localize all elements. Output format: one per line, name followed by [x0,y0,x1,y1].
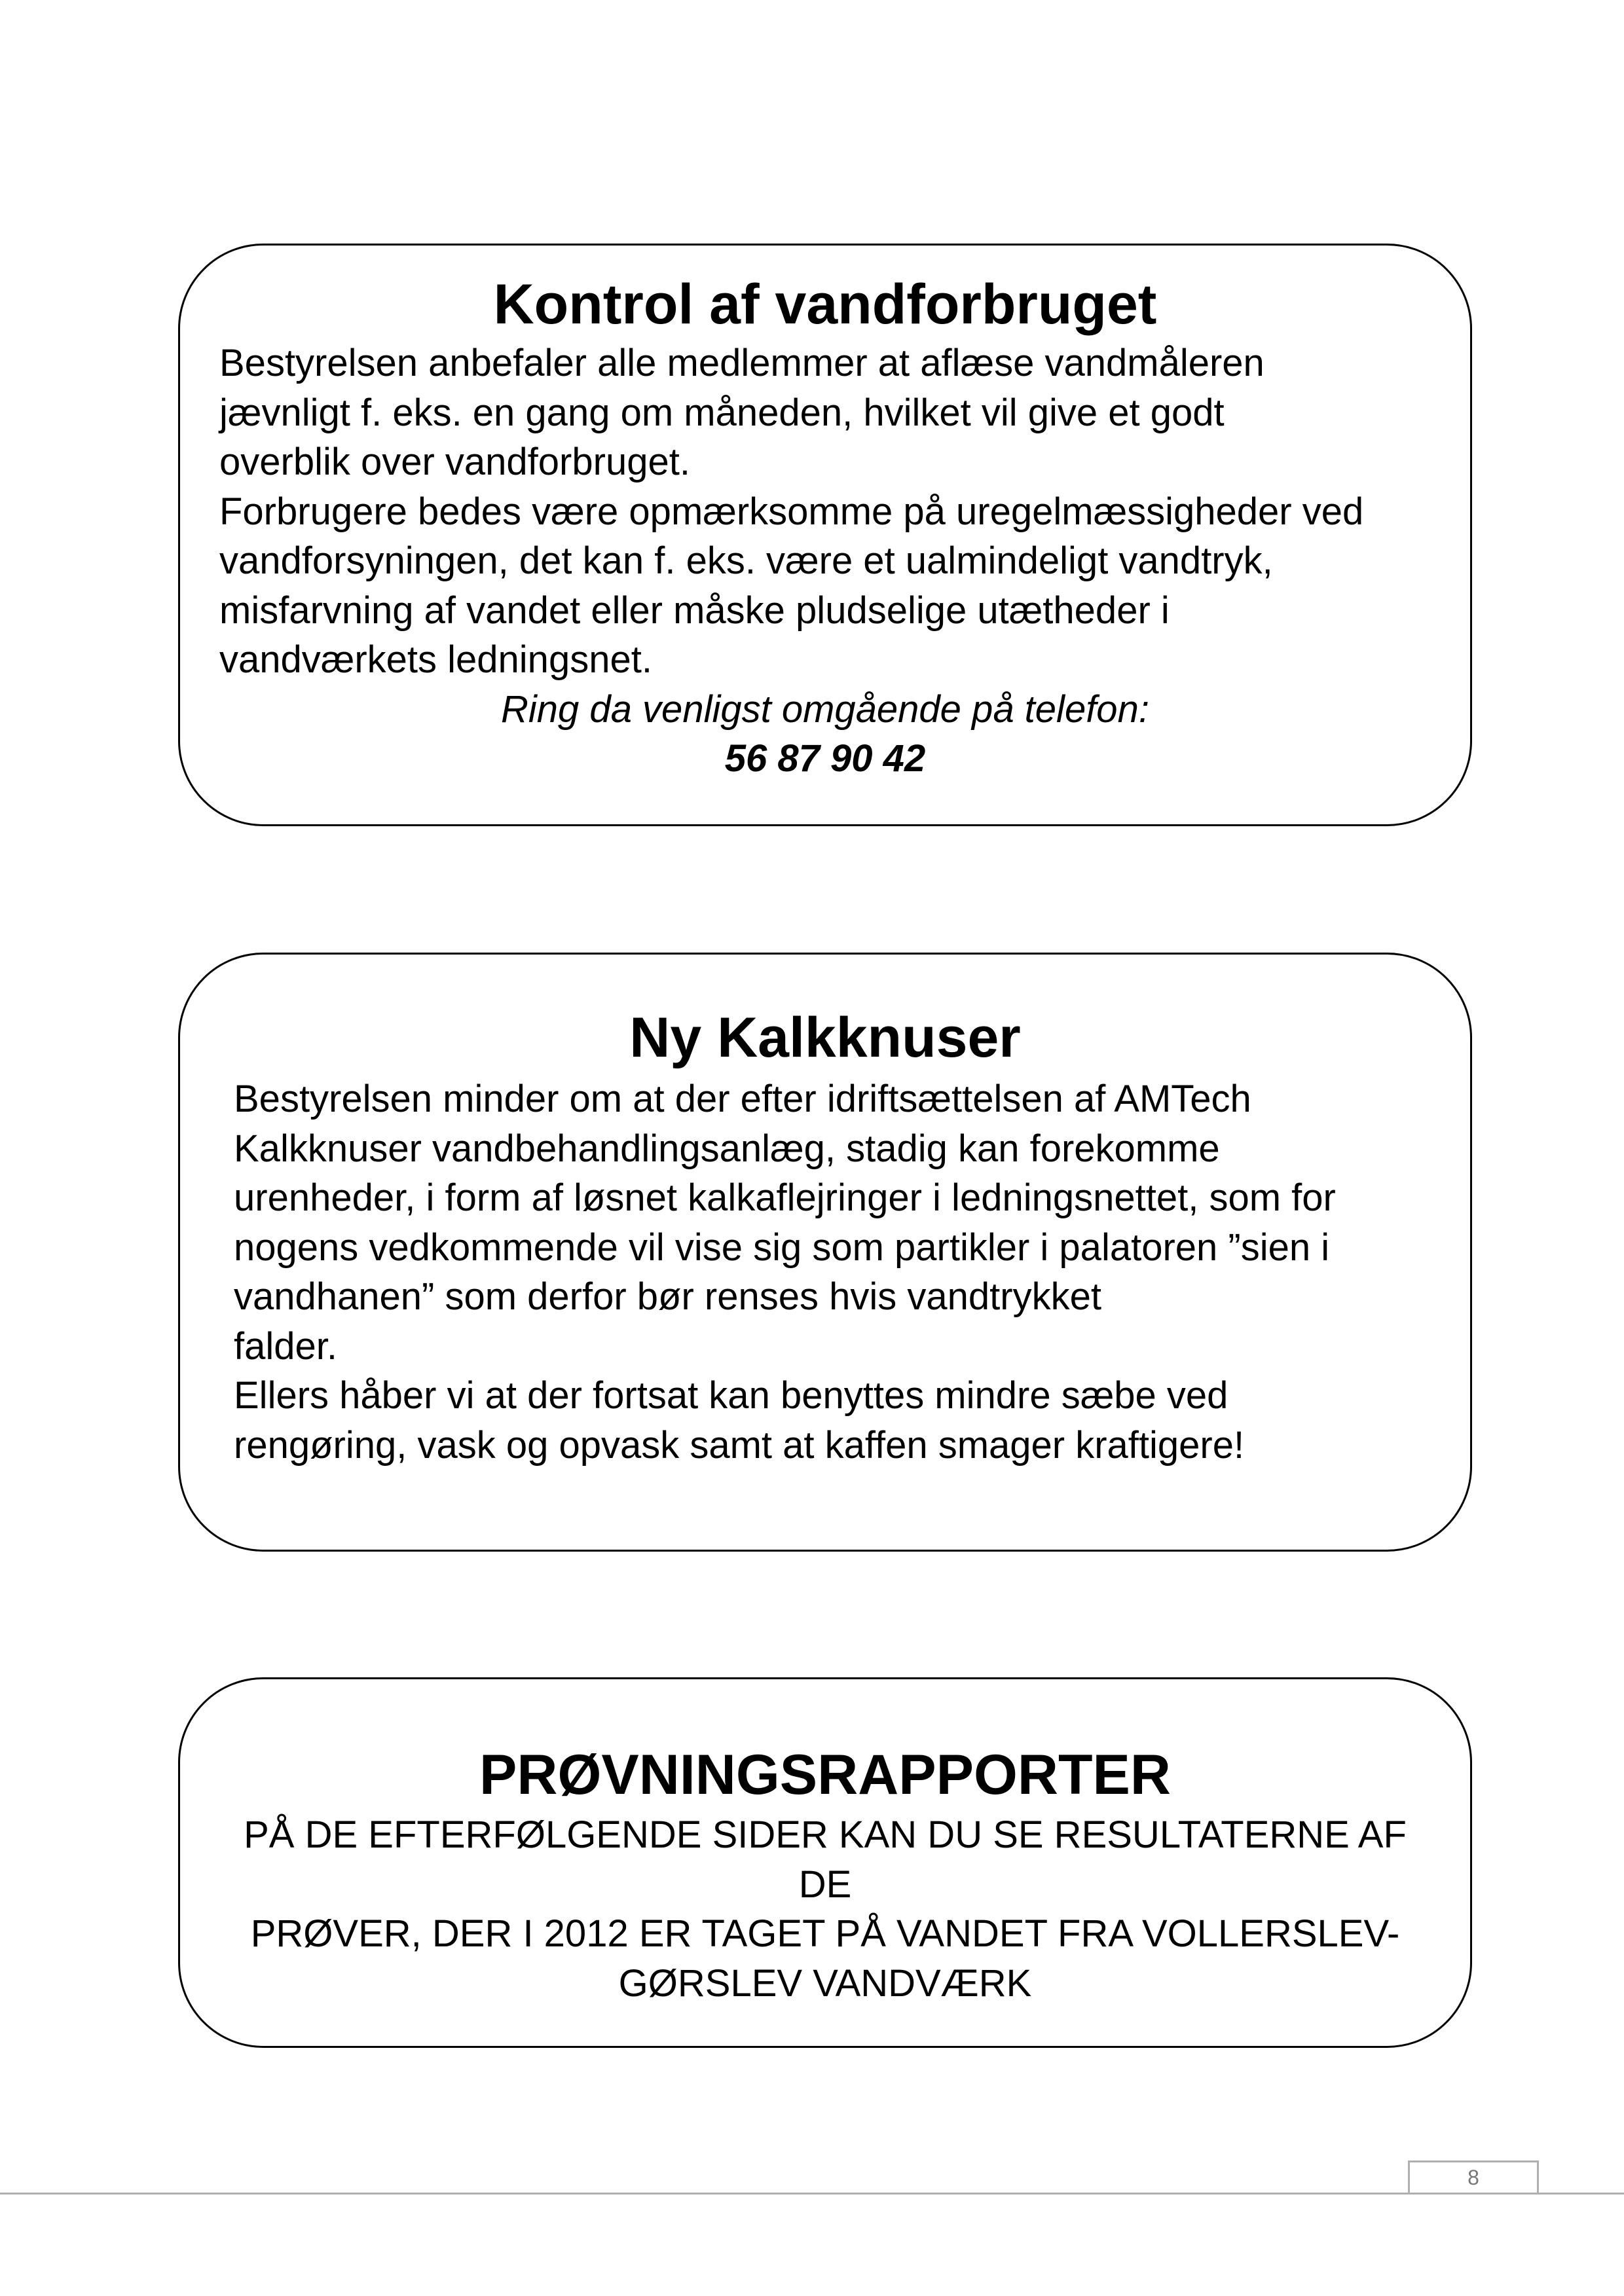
body-line: Forbrugere bedes være opmærksomme på uregelmæssigheder ved [219,490,1364,533]
body-line: vandforsyningen, det kan f. eks. være et ualmindeligt vandtryk, [219,539,1273,582]
section-title: Ny Kalkknuser [629,1006,1021,1069]
phone-number: 56 87 90 42 [724,737,926,780]
body-line: rengøring, vask og opvask samt at kaffen smager kraftigere! [234,1423,1245,1467]
page-number: 8 [1467,2166,1479,2189]
section-title: PRØVNINGSRAPPORTER [479,1743,1172,1806]
body-line: PRØVER, DER I 2012 ER TAGET PÅ VANDET FRA VOLLERSLEV- [250,1912,1400,1955]
body-line: Kalkknuser vandbehandlingsanlæg, stadig kan forekomme [234,1127,1220,1170]
body-line: jævnligt f. eks. en gang om måneden, hvilket vil give et godt [219,391,1225,434]
body-line: Ellers håber vi at der fortsat kan benyttes mindre sæbe ved [234,1374,1228,1417]
call-instruction: Ring da venligst omgående på telefon: [501,687,1149,731]
section-body [219,338,1431,784]
body-line: nogens vedkommende vil vise sig som partikler i palatoren ”sien i [234,1226,1330,1269]
body-line: misfarvning af vandet eller måske pludselige utætheder i [219,589,1170,632]
body-line: falder. [234,1324,337,1368]
water-usage-section [178,244,1472,826]
body-line: overblik over vandforbruget. [219,441,690,483]
section-body [219,1810,1431,2008]
body-line: GØRSLEV VANDVÆRK [618,1961,1032,2005]
section-title: Kontrol af vandforbruget [493,273,1157,336]
footer-divider [0,2193,1624,2195]
body-line: urenheder, i form af løsnet kalkaflejringer i ledningsnettet, som for [234,1176,1336,1219]
body-line: vandværkets ledningsnet. [219,638,652,681]
section-body [234,1074,1444,1470]
body-line: Bestyrelsen minder om at der efter idriftsættelsen af AMTech [234,1078,1251,1120]
body-line: PÅ DE EFTERFØLGENDE SIDER KAN DU SE RESULTATERNE AF DE [244,1813,1407,1906]
lime-crusher-section [178,953,1472,1552]
body-line: vandhanen” som derfor bør renses hvis vandtrykket [234,1275,1101,1318]
body-line: Bestyrelsen anbefaler alle medlemmer at aflæse vandmåleren [219,342,1264,384]
test-reports-section [178,1677,1472,2048]
